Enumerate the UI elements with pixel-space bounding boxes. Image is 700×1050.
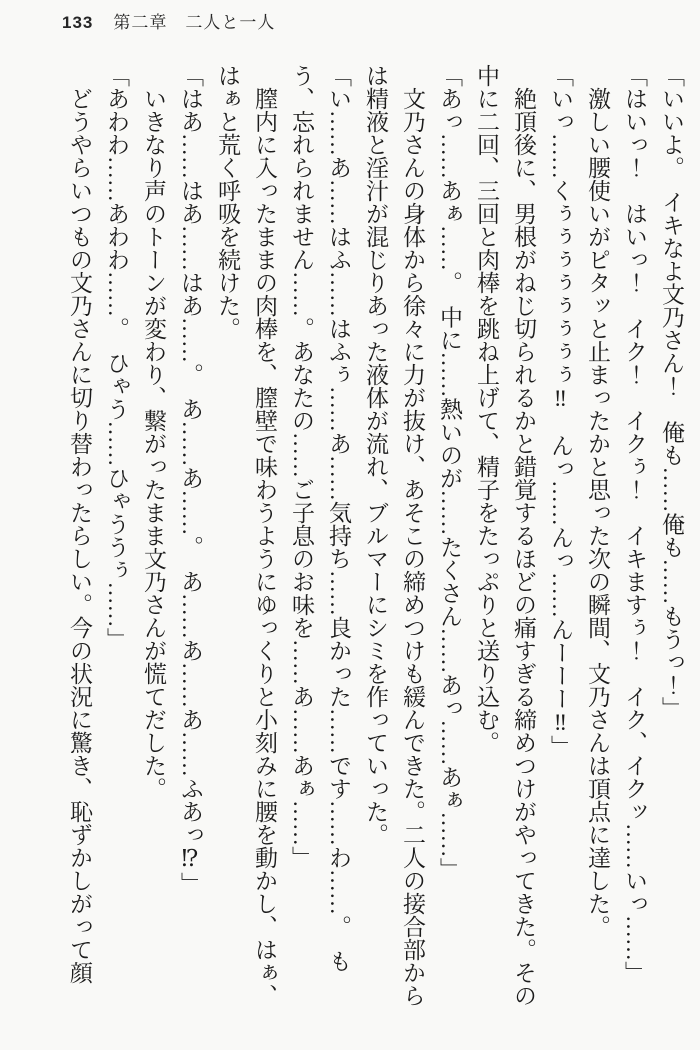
paragraph-7: 文乃さんの身体から徐々に力が抜け、あそこの締めつけも緩んできた。二人の接合部からは精液と淫汁が混じりあった液体が流れ、ブルマーにシミを作っていった。 bbox=[363, 64, 425, 1007]
paragraph-4: 「いっ……くぅぅぅぅぅぅぅぅ‼ んっ……んっ……んーーー‼」 bbox=[548, 64, 573, 758]
paragraph-12: 「あわわ……あわわ……。 ひゃう……ひゃううぅ……」 bbox=[104, 64, 129, 651]
paragraph-5: 絶頂後に、男根がねじ切られるかと錯覚するほどの痛すぎる締めつけがやってきた。その中に二回、三回と肉棒を跳ね上げて、精子をたっぷりと送り込む。 bbox=[474, 64, 536, 1007]
paragraph-9: 膣内に入ったままの肉棒を、膣壁で味わうようにゆっくりと小刻みに腰を動かし、はぁ、はぁと荒く呼吸を続けた。 bbox=[215, 64, 277, 1007]
page-number: 133 bbox=[62, 13, 94, 32]
paragraph-10: 「はあ……はあ……はあ……。 あ……あ……。 あ……あ……あ……ふあっ⁉」 bbox=[178, 64, 203, 895]
chapter-title: 第二章 二人と一人 bbox=[113, 13, 276, 32]
page-header bbox=[62, 8, 275, 33]
paragraph-3: 激しい腰使いがピタッと止まったかと思った次の瞬間、文乃さんは頂点に達した。 bbox=[585, 87, 610, 938]
paragraph-6: 「あっ……あぁ……。 中に……熱いのが……たくさん……あっ……あぁ……」 bbox=[437, 64, 462, 881]
paragraph-11: いきなり声のトーンが変わり、繋がったまま文乃さんが慌てだした。 bbox=[141, 87, 166, 800]
body-text bbox=[54, 64, 690, 1012]
paragraph-1: 「いいよ。 イキなよ文乃さん！ 俺も……俺も……もうっ！」 bbox=[659, 64, 684, 720]
paragraph-8: 「い……あ……はふ……はふぅ……あ……気持ち……良かった……です……わ……。 もう、忘れられません……。あなたの……ご子息のお味を……あ……あぁ……」 bbox=[289, 64, 351, 973]
paragraph-2: 「はいっ！ はいっ！ イク！ イクぅ！ イキますぅ！ イク、イクッ……いっ……」 bbox=[622, 64, 647, 984]
paragraph-13: どうやらいつもの文乃さんに切り替わったらしい。今の状況に驚き、恥ずかしがって顔 bbox=[67, 87, 92, 984]
